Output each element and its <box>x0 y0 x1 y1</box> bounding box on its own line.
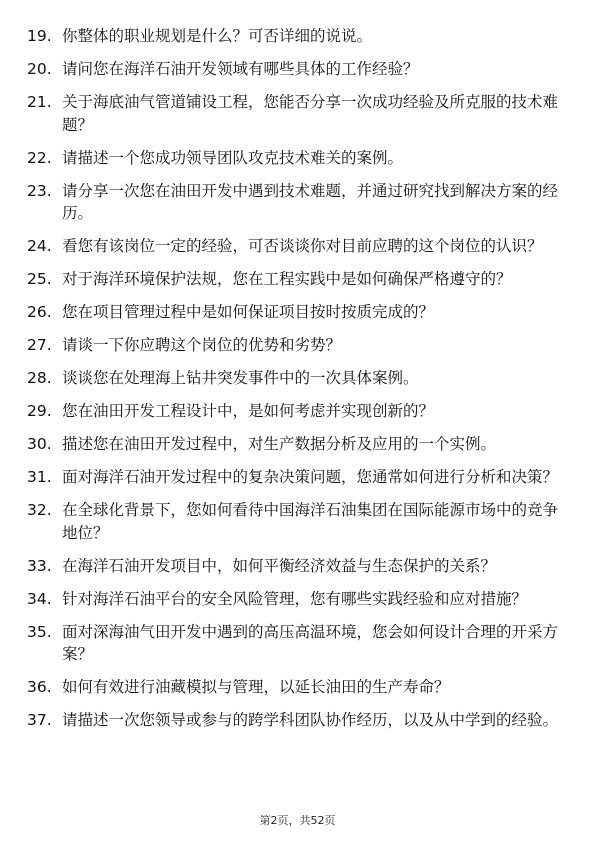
question-number: 31. <box>27 468 52 486</box>
question-item <box>27 709 572 732</box>
question-number: 21. <box>27 93 52 111</box>
question-item <box>27 466 572 489</box>
question-text: 请描述一个您成功领导团队攻克技术难关的案例。 <box>62 148 404 167</box>
question-item <box>27 301 572 324</box>
question-number: 19. <box>27 27 52 45</box>
question-text: 您在项目管理过程中是如何保证项目按时按质完成的？ <box>62 303 435 321</box>
question-item <box>27 268 572 291</box>
question-number: 24. <box>27 237 52 255</box>
question-text: 看您有该岗位一定的经验，可否谈谈你对目前应聘的这个岗位的认识？ <box>62 237 543 255</box>
question-item <box>27 91 572 136</box>
question-number: 35. <box>27 622 52 641</box>
question-item <box>27 499 572 544</box>
question-text: 请谈一下你应聘这个岗位的优势和劣势？ <box>62 336 342 354</box>
question-number: 25. <box>27 270 52 288</box>
question-text: 描述您在油田开发过程中，对生产数据分析及应用的一个实例。 <box>62 435 497 453</box>
question-text: 针对海洋石油平台的安全风险管理，您有哪些实践经验和应对措施？ <box>62 589 528 608</box>
question-text: 在全球化背景下，您如何看待中国海洋石油集团在国际能源市场中的竞争地位？ <box>62 501 559 542</box>
question-item <box>27 58 572 81</box>
question-item <box>27 334 572 357</box>
question-text: 面对海洋石油开发过程中的复杂决策问题，您通常如何进行分析和决策？ <box>62 468 559 486</box>
question-number: 22. <box>27 148 52 167</box>
question-number: 32. <box>27 501 52 519</box>
question-text: 关于海底油气管道铺设工程，您能否分享一次成功经验及所克服的技术难题？ <box>62 93 559 134</box>
question-text: 如何有效进行油藏模拟与管理，以延长油田的生产寿命？ <box>62 678 450 696</box>
question-text: 请分享一次您在油田开发中遇到技术难题，并通过研究找到解决方案的经历。 <box>62 181 559 222</box>
question-item <box>27 25 572 48</box>
question-number: 33. <box>27 556 52 575</box>
question-number: 28. <box>27 369 52 387</box>
question-number: 23. <box>27 181 52 200</box>
question-item <box>27 621 572 666</box>
question-item <box>27 676 572 699</box>
question-item <box>27 180 572 225</box>
question-item <box>27 367 572 390</box>
question-text: 在海洋石油开发项目中，如何平衡经济效益与生态保护的关系？ <box>62 556 497 575</box>
question-number: 36. <box>27 678 52 696</box>
question-number: 20. <box>27 60 52 78</box>
question-number: 30. <box>27 435 52 453</box>
question-text: 请描述一次您领导或参与的跨学科团队协作经历，以及从中学到的经验。 <box>62 711 559 729</box>
question-text: 你整体的职业规划是什么？可否详细的说说。 <box>62 27 373 45</box>
question-item <box>27 555 572 578</box>
question-number: 37. <box>27 711 52 729</box>
question-number: 29. <box>27 402 52 420</box>
question-number: 26. <box>27 303 52 321</box>
question-list <box>27 25 572 742</box>
question-text: 您在油田开发工程设计中，是如何考虑并实现创新的？ <box>62 402 435 420</box>
page-footer: 第2页，共52页 <box>259 814 336 827</box>
question-text: 面对深海油气田开发中遇到的高压高温环境，您会如何设计合理的开采方案？ <box>62 622 559 663</box>
question-item <box>27 147 572 170</box>
question-number: 34. <box>27 589 52 608</box>
question-text: 谈谈您在处理海上钻井突发事件中的一次具体案例。 <box>62 369 419 387</box>
question-item <box>27 400 572 423</box>
question-number: 27. <box>27 336 52 354</box>
question-text: 请问您在海洋石油开发领域有哪些具体的工作经验？ <box>62 60 419 78</box>
question-item <box>27 588 572 611</box>
question-item <box>27 235 572 258</box>
question-text: 对于海洋环境保护法规，您在工程实践中是如何确保严格遵守的？ <box>62 270 512 288</box>
question-item <box>27 433 572 456</box>
